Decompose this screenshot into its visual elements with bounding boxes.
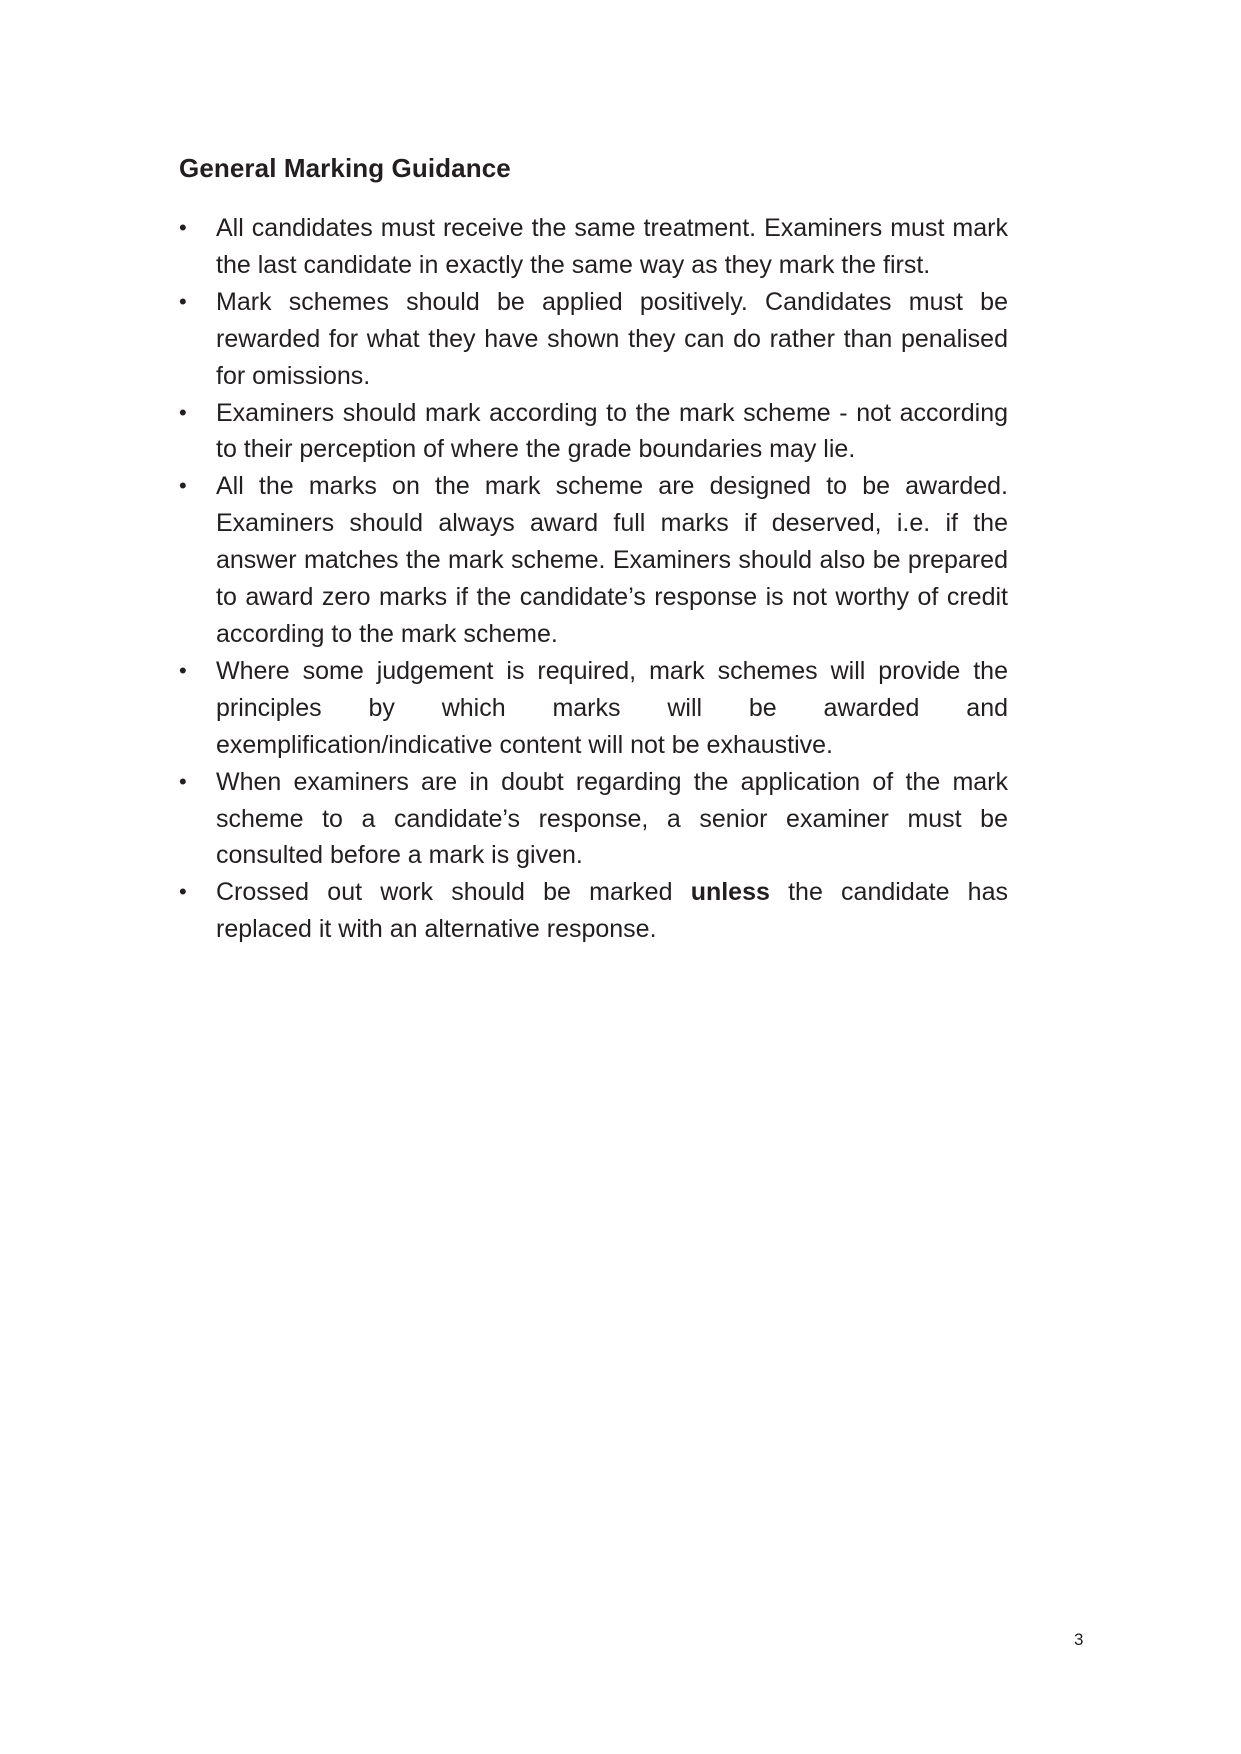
guidance-item — [179, 468, 1008, 653]
guidance-item-text: Where some judgement is required, mark schemes will provide the principles by which marks will be awarded and exemplification/indicative content will not be exhaustive. — [216, 656, 1008, 759]
section-heading: General Marking Guidance — [179, 153, 511, 183]
bullet-icon: • — [179, 657, 187, 683]
guidance-item — [179, 210, 1008, 284]
page-number: 3 — [1074, 1630, 1084, 1649]
guidance-list — [179, 210, 1008, 948]
guidance-item-text: Mark schemes should be applied positively. Candidates must be rewarded for what they have shown they can do rather than penalised for omissions. — [216, 287, 1008, 390]
bullet-icon: • — [179, 879, 187, 905]
guidance-item — [179, 874, 1008, 948]
guidance-item-text: All the marks on the mark scheme are designed to be awarded. Examiners should always award full marks if deserved, i.e. if the answer matches the mark scheme. Examiners should also be prepared to award zero marks if the candidate’s response is not worthy of credit according to the mark scheme. — [216, 472, 1008, 648]
guidance-item-text: Examiners should mark according to the mark scheme - not according to their perception of where the grade boundaries may lie. — [216, 398, 1008, 464]
guidance-item — [179, 395, 1008, 469]
guidance-item-text: All candidates must receive the same treatment. Examiners must mark the last candidate in exactly the same way as they mark the first. — [216, 214, 1008, 279]
guidance-item — [179, 764, 1008, 875]
bullet-icon: • — [179, 768, 187, 794]
guidance-item — [179, 653, 1008, 764]
bullet-icon: • — [179, 288, 187, 314]
bullet-icon: • — [179, 473, 187, 499]
guidance-item-text: Crossed out work should be marked unless the candidate has replaced it with an alternative response. — [216, 878, 1008, 944]
guidance-item — [179, 284, 1008, 395]
bullet-icon: • — [179, 215, 187, 240]
emphasis-unless: unless — [690, 878, 770, 907]
guidance-item-text: When examiners are in doubt regarding the application of the mark scheme to a candidate’s response, a senior examiner must be consulted before a mark is given. — [216, 767, 1008, 870]
bullet-icon: • — [179, 399, 187, 425]
